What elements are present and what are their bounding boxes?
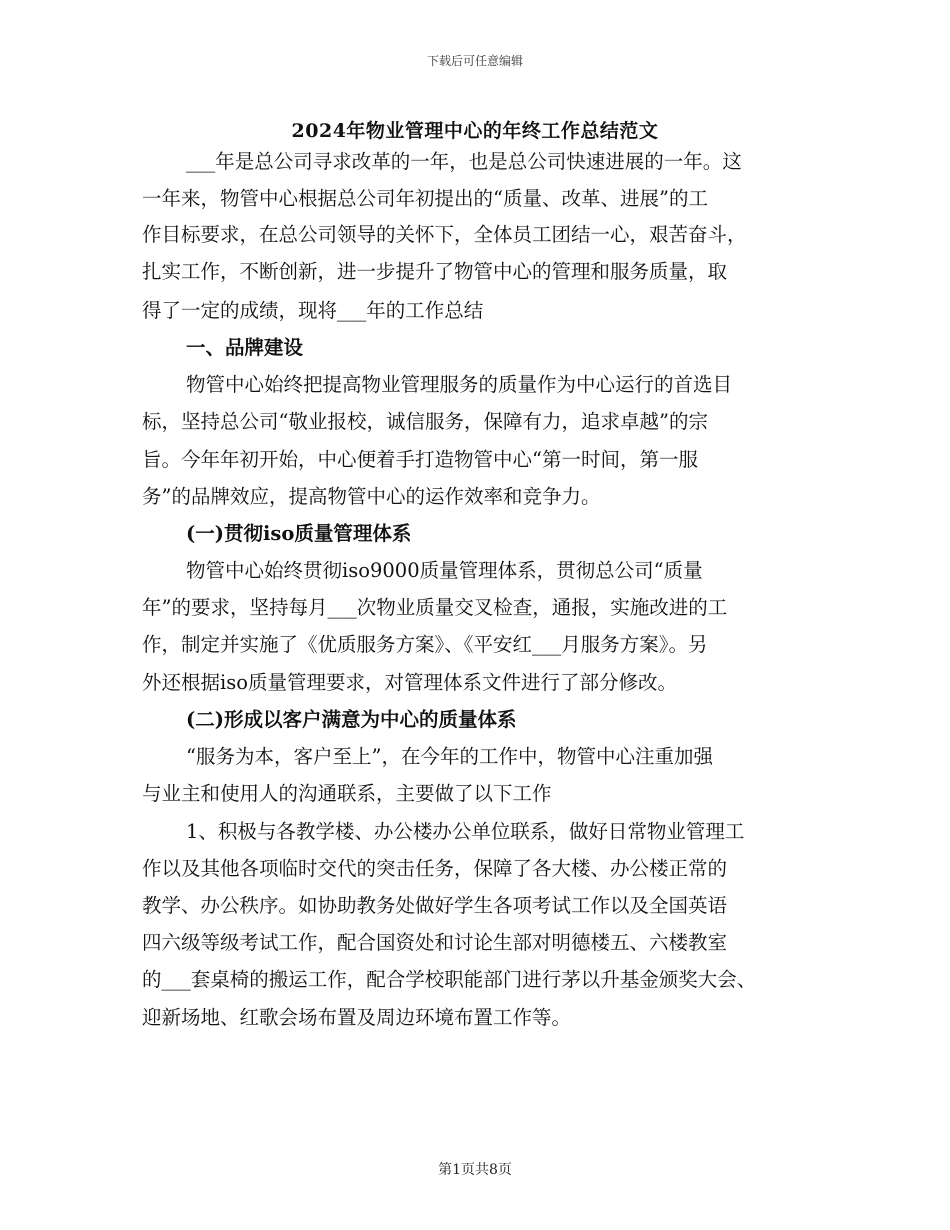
body-line: 物管中心始终把提高物业管理服务的质量作为中心运行的首选目 bbox=[186, 373, 733, 396]
body-line: 迎新场地、红歌会场布置及周边环境布置工作等。 bbox=[142, 1006, 572, 1029]
body-line: 得了一定的成绩，现将___年的工作总结 bbox=[142, 299, 484, 322]
body-line: 的___套桌椅的搬运工作，配合学校职能部门进行茅以升基金颁奖大会、 bbox=[142, 968, 757, 991]
subsection-heading: (二)形成以客户满意为中心的质量体系 bbox=[186, 708, 517, 731]
body-line: 物管中心始终贯彻iso9000质量管理体系，贯彻总公司“质量 bbox=[186, 559, 703, 582]
page-header-note: 下载后可任意编辑 bbox=[426, 54, 523, 68]
body-line: 四六级等级考试工作，配合国资处和讨论生部对明德楼五、六楼教室 bbox=[142, 931, 728, 954]
body-line: 扎实工作，不断创新，进一步提升了物管中心的管理和服务质量，取 bbox=[142, 260, 728, 283]
body-line: 一年来，物管中心根据总公司年初提出的“质量、改革、进展”的工 bbox=[142, 187, 708, 210]
body-line: 务”的品牌效应，提高物管中心的运作效率和竞争力。 bbox=[142, 485, 601, 508]
body-line: “服务为本，客户至上”，在今年的工作中，物管中心注重加强 bbox=[186, 745, 713, 768]
body-line: ___年是总公司寻求改革的一年，也是总公司快速进展的一年。这 bbox=[186, 150, 742, 173]
body-line: 年”的要求，坚持每月___次物业质量交叉检查，通报，实施改进的工 bbox=[142, 596, 728, 619]
body-line: 作目标要求，在总公司领导的关怀下，全体员工团结一心，艰苦奋斗， bbox=[142, 223, 747, 246]
body-line: 外还根据iso质量管理要求，对管理体系文件进行了部分修改。 bbox=[142, 671, 677, 694]
body-line: 教学、办公秩序。如协助教务处做好学生各项考试工作以及全国英语 bbox=[142, 894, 728, 917]
body-line: 作，制定并实施了《优质服务方案》、《平安红___月服务方案》。另 bbox=[142, 633, 708, 656]
subsection-heading: (一)贯彻iso质量管理体系 bbox=[186, 522, 412, 545]
document-title: 2024年物业管理中心的年终工作总结范文 bbox=[291, 120, 659, 142]
body-line: 作以及其他各项临时交代的突击任务，保障了各大楼、办公楼正常的 bbox=[142, 857, 728, 880]
body-line: 标，坚持总公司“敬业报校，诚信服务，保障有力，追求卓越”的宗 bbox=[142, 410, 708, 433]
body-line: 旨。今年年初开始，中心便着手打造物管中心“第一时间，第一服 bbox=[142, 448, 698, 471]
body-line: 与业主和使用人的沟通联系，主要做了以下工作 bbox=[142, 782, 552, 805]
body-line: 1、积极与各教学楼、办公楼办公单位联系，做好日常物业管理工 bbox=[186, 820, 745, 843]
section-heading: 一、品牌建设 bbox=[186, 336, 304, 359]
page-number: 第1页共8页 bbox=[438, 1162, 512, 1178]
